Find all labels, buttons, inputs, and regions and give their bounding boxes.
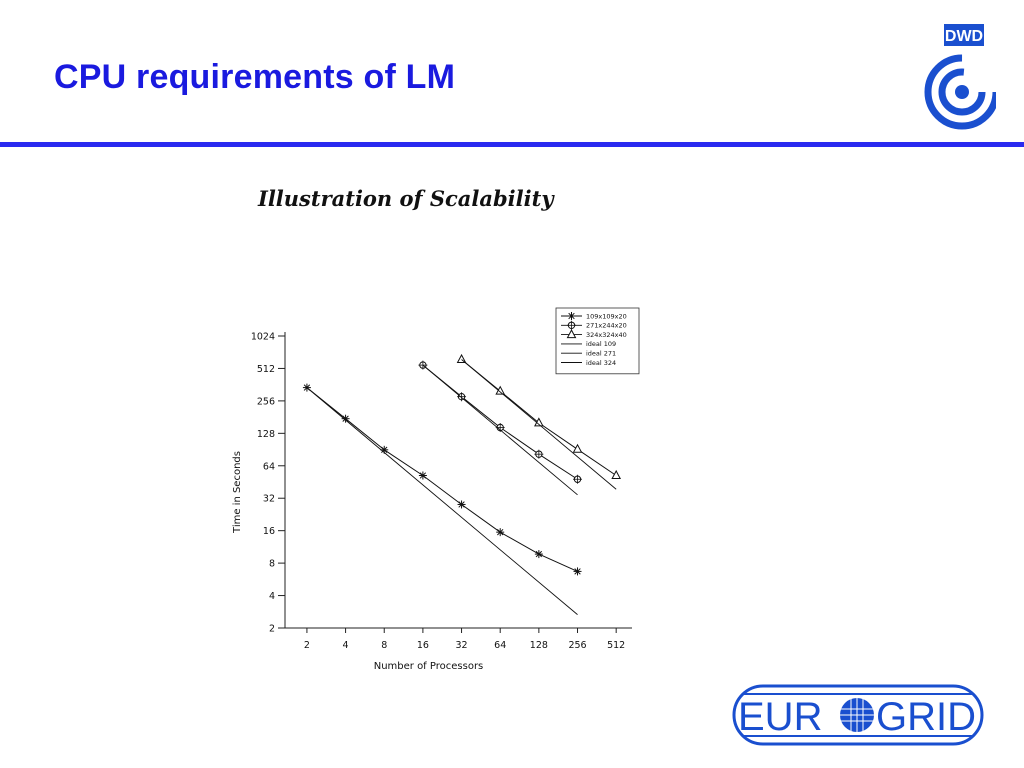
eurogrid-logo-right-text: GRID (876, 695, 976, 739)
y-tick-label: 512 (256, 363, 275, 375)
triangle-marker (496, 387, 504, 395)
legend-label: ideal 109 (586, 340, 617, 349)
y-tick-label: 64 (262, 461, 275, 473)
chart-axes (251, 332, 632, 652)
triangle-marker (574, 445, 582, 453)
y-tick-label: 2 (268, 623, 275, 635)
series-measured-line-0 (303, 384, 582, 576)
dwd-logo-core (955, 85, 969, 99)
chart-legend (556, 308, 639, 374)
y-tick-label: 32 (262, 493, 275, 505)
asterisk-marker (458, 500, 466, 508)
x-tick-label: 16 (416, 640, 429, 651)
series-line (462, 359, 617, 489)
series-ideal-line-4 (423, 365, 578, 495)
slide-title: CPU requirements of LM (54, 58, 456, 96)
x-tick-label: 128 (529, 640, 548, 651)
x-tick-label: 4 (342, 640, 349, 651)
circle-marker (534, 450, 543, 459)
legend-label: ideal 271 (586, 349, 617, 358)
scalability-chart (200, 290, 660, 690)
series-ideal-line-5 (462, 359, 617, 489)
legend-entry (561, 321, 627, 330)
series-line (423, 365, 578, 479)
legend-label: 271x244x20 (586, 321, 627, 330)
x-axis-label: Number of Processors (373, 661, 484, 672)
eurogrid-logo-left-text: EUR (738, 695, 823, 739)
asterisk-marker (419, 471, 427, 479)
legend-label: 109x109x20 (586, 312, 627, 321)
y-axis-label: Time in Seconds (232, 451, 243, 533)
x-tick-label: 8 (381, 640, 388, 651)
y-tick-label: 256 (256, 396, 275, 408)
series-line (423, 365, 578, 495)
legend-entry (561, 330, 627, 339)
dwd-logo (912, 22, 996, 134)
legend-label: ideal 324 (586, 358, 617, 367)
asterisk-marker (574, 567, 582, 575)
legend-label: 324x324x40 (586, 330, 627, 339)
asterisk-marker (342, 415, 350, 423)
asterisk-marker (568, 312, 576, 320)
y-tick-label: 128 (256, 428, 275, 440)
x-tick-label: 512 (607, 640, 626, 651)
x-tick-label: 256 (568, 640, 587, 651)
eurogrid-logo (732, 684, 984, 746)
asterisk-marker (496, 528, 504, 536)
y-tick-label: 1024 (250, 331, 275, 343)
y-tick-label: 8 (268, 558, 275, 570)
x-tick-label: 2 (303, 640, 310, 651)
triangle-marker (612, 471, 620, 479)
y-tick-label: 4 (268, 591, 275, 603)
dwd-logo-text: DWD (944, 28, 984, 45)
series-line (307, 388, 578, 572)
circle-marker (573, 475, 582, 484)
asterisk-marker (535, 550, 543, 558)
chart-title: Illustration of Scalability (258, 186, 554, 211)
y-tick-label: 16 (262, 526, 275, 538)
title-rule (0, 142, 1024, 147)
globe-icon (840, 698, 874, 732)
series-measured-line-1 (418, 361, 582, 484)
x-tick-label: 32 (455, 640, 468, 651)
chart-series (303, 355, 620, 615)
x-tick-label: 64 (494, 640, 507, 651)
